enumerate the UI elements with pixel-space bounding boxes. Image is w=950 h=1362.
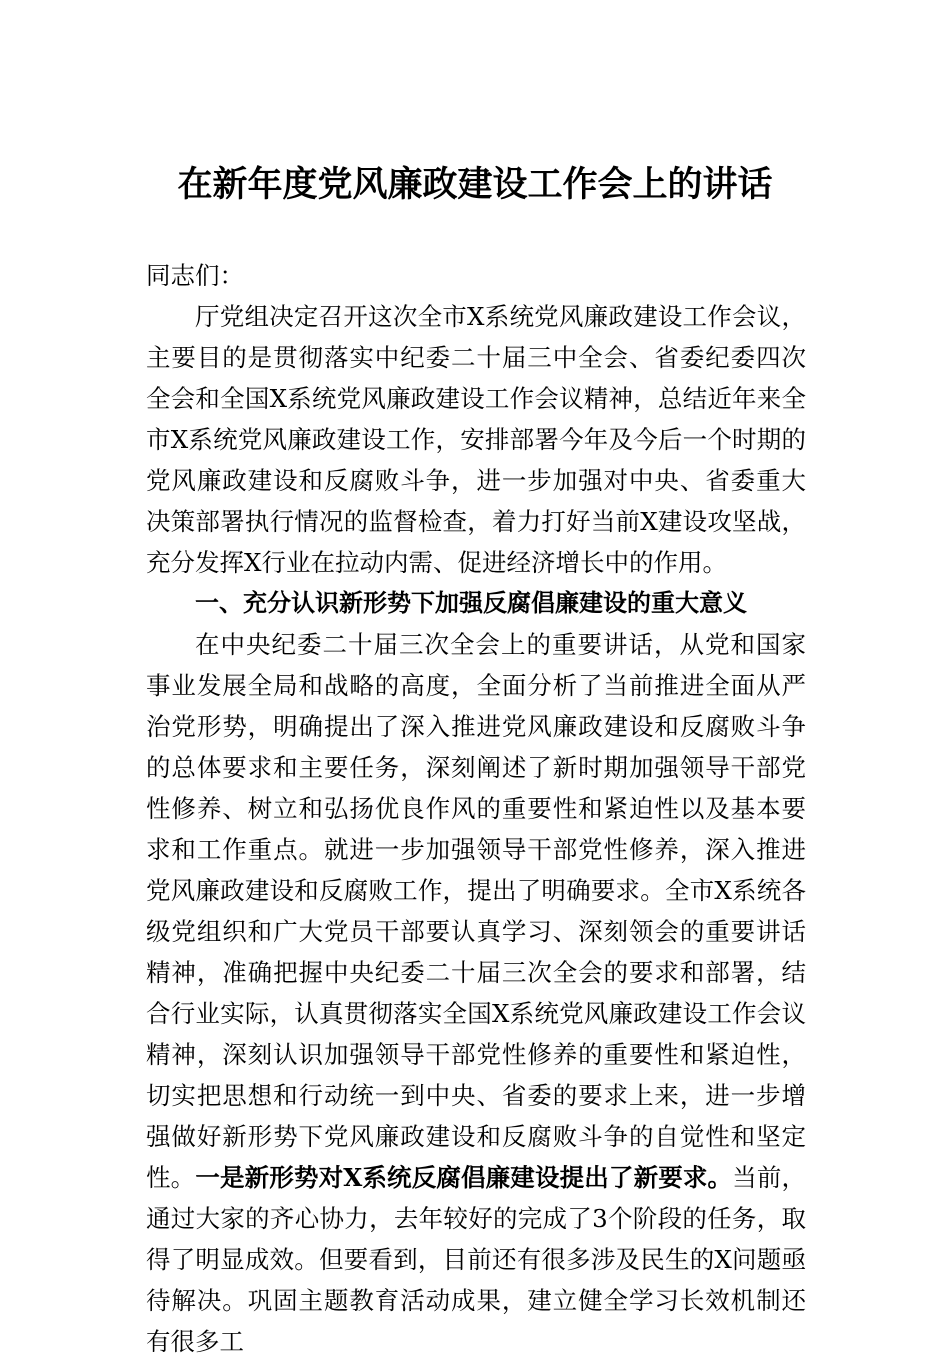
paragraph-2-bold-point: 一是新形势对X系统反腐倡廉建设提出了新要求。: [195, 1163, 733, 1192]
paragraph-1: 厅党组决定召开这次全市X系统党风廉政建设工作会议，主要目的是贯彻落实中纪委二十届三中全会、省委纪委四次全会和全国X系统党风廉政建设工作会议精神，总结近年来全市X系统党风廉政建设工作，安排部署今年及今后一个时期的党风廉政建设和反腐败斗争，进一步加强对中央、省委重大决策部署执行情况的监督检查，着力打好当前X建设攻坚战，充分发挥X行业在拉动内需、促进经济增长中的作用。: [146, 302, 806, 577]
paragraph-2: [146, 624, 806, 1362]
paragraph-2-text-b: 当前，通过大家的齐心协力，去年较好的完成了3个阶段的任务，取得了明显成效。但要看到，目前还有很多涉及民生的X问题亟待解决。巩固主题教育活动成果，建立健全学习长效机制还有很多工: [146, 1163, 807, 1356]
document-title: 在新年度党风廉政建设工作会上的讲话: [177, 164, 773, 205]
salutation: 同志们：: [146, 261, 244, 290]
paragraph-2-text-a: 在中央纪委二十届三次全会上的重要讲话，从党和国家事业发展全局和战略的高度，全面分析了当前推进全面从严治党形势，明确提出了深入推进党风廉政建设和反腐败斗争的总体要求和主要任务，深刻阐述了新时期加强领导干部党性修养、树立和弘扬优良作风的重要性和紧迫性以及基本要求和工作重点。就进一步加强领导干部党性修养，深入推进党风廉政建设和反腐败工作，提出了明确要求。全市X系统各级党组织和广大党员干部要认真学习、深刻领会的重要讲话精神，准确把握中央纪委二十届三次全会的要求和部署，结合行业实际，认真贯彻落实全国X系统党风廉政建设工作会议精神，深刻认识加强领导干部党性修养的重要性和紧迫性，切实把思想和行动统一到中央、省委的要求上来，进一步增强做好新形势下党风廉政建设和反腐败斗争的自觉性和坚定性。: [146, 630, 806, 1192]
section-heading-1: 一、充分认识新形势下加强反腐倡廉建设的重大意义: [195, 589, 747, 617]
document-body: [146, 255, 806, 1362]
